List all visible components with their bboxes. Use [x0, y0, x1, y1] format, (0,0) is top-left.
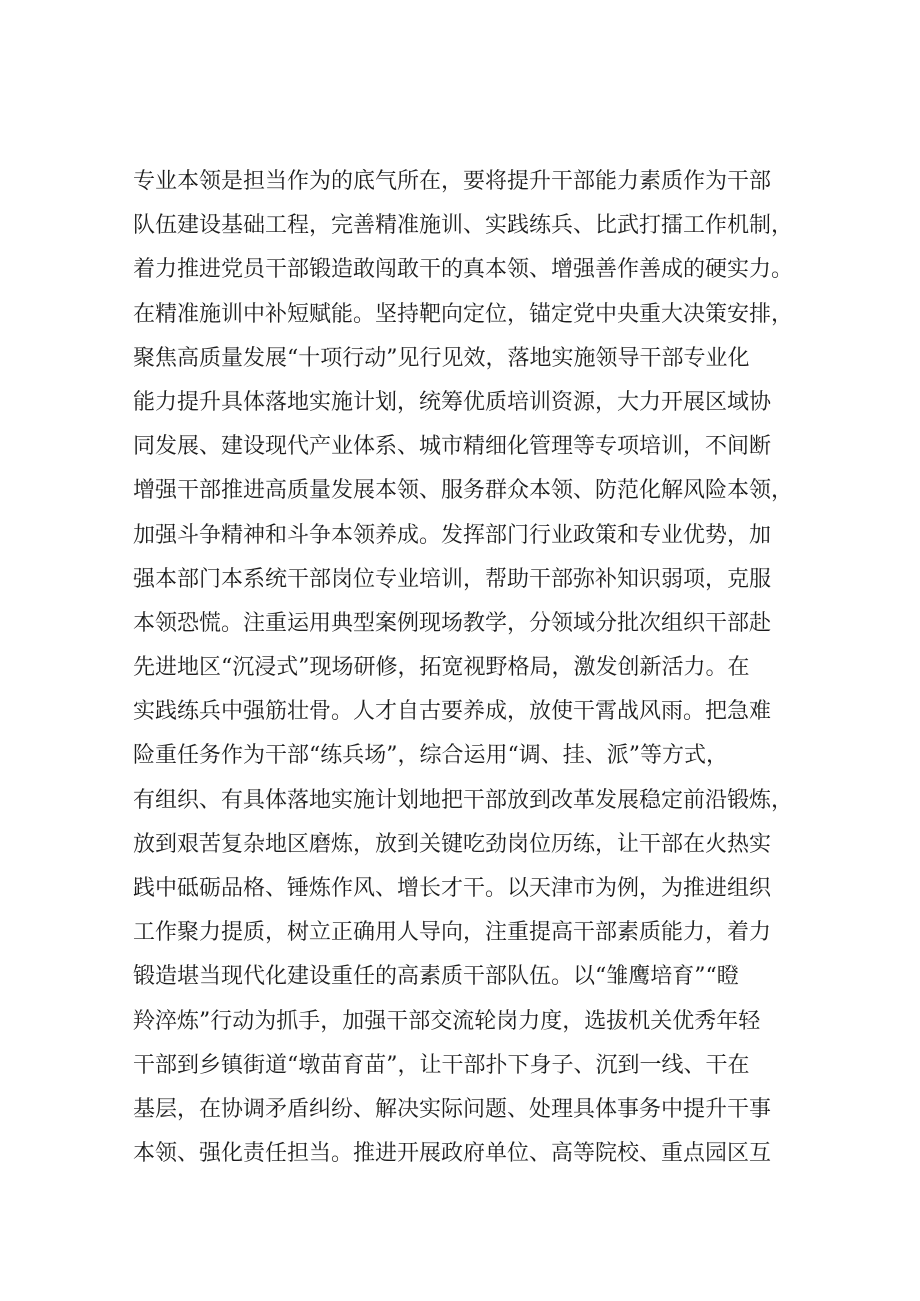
text-line: 增强干部推进高质量发展本领、服务群众本领、防范化解风险本领， [133, 478, 794, 504]
text-line: 本领、强化责任担当。推进开展政府单位、高等院校、重点园区互 [133, 1141, 772, 1167]
text-line: 能力提升具体落地实施计划，统筹优质培训资源，大力开展区域协 [133, 389, 772, 415]
text-line: 同发展、建设现代产业体系、城市精细化管理等专项培训，不间断 [133, 434, 772, 460]
text-line: 加强斗争精神和斗争本领养成。发挥部门行业政策和专业优势，加 [133, 522, 772, 548]
text-line: 实践练兵中强筋壮骨。人才自古要养成，放使干霄战风雨。把急难 [133, 699, 772, 725]
text-line: 干部到乡镇街道“墩苗育苗”，让干部扑下身子、沉到一线、干在 [133, 1052, 750, 1078]
text-line: 队伍建设基础工程，完善精准施训、实践练兵、比武打擂工作机制， [133, 213, 794, 239]
text-line: 羚淬炼”行动为抓手，加强干部交流轮岗力度，选拔机关优秀年轻 [133, 1008, 761, 1034]
text-line: 工作聚力提质，树立正确用人导向，注重提高干部素质能力，着力 [133, 920, 772, 946]
text-line: 锻造堪当现代化建设重任的高素质干部队伍。以“雏鹰培育”“瞪 [133, 964, 739, 990]
body-text [133, 160, 833, 1176]
text-line: 本领恐慌。注重运用典型案例现场教学，分领域分批次组织干部赴 [133, 610, 772, 636]
text-line: 着力推进党员干部锻造敢闯敢干的真本领、增强善作善成的硬实力。 [133, 257, 794, 283]
text-line: 险重任务作为干部“练兵场”，综合运用“调、挂、派”等方式， [133, 743, 728, 769]
text-line: 先进地区“沉浸式”现场研修，拓宽视野格局，激发创新活力。在 [133, 655, 750, 681]
text-line: 放到艰苦复杂地区磨炼，放到关键吃劲岗位历练，让干部在火热实 [133, 831, 772, 857]
text-line: 有组织、有具体落地实施计划地把干部放到改革发展稳定前沿锻炼， [133, 787, 794, 813]
text-line: 专业本领是担当作为的底气所在，要将提升干部能力素质作为干部 [133, 169, 772, 194]
text-line: 在精准施训中补短赋能。坚持靶向定位，锚定党中央重大决策安排， [133, 301, 794, 327]
text-line: 聚焦高质量发展“十项行动”见行见效，落地实施领导干部专业化 [133, 345, 750, 371]
text-line: 基层，在协调矛盾纠纷、解决实际问题、处理具体事务中提升干事 [133, 1096, 772, 1122]
text-line: 强本部门本系统干部岗位专业培训，帮助干部弥补知识弱项，克服 [133, 566, 772, 592]
text-line: 践中砥砺品格、锤炼作风、增长才干。以天津市为例，为推进组织 [133, 876, 772, 901]
